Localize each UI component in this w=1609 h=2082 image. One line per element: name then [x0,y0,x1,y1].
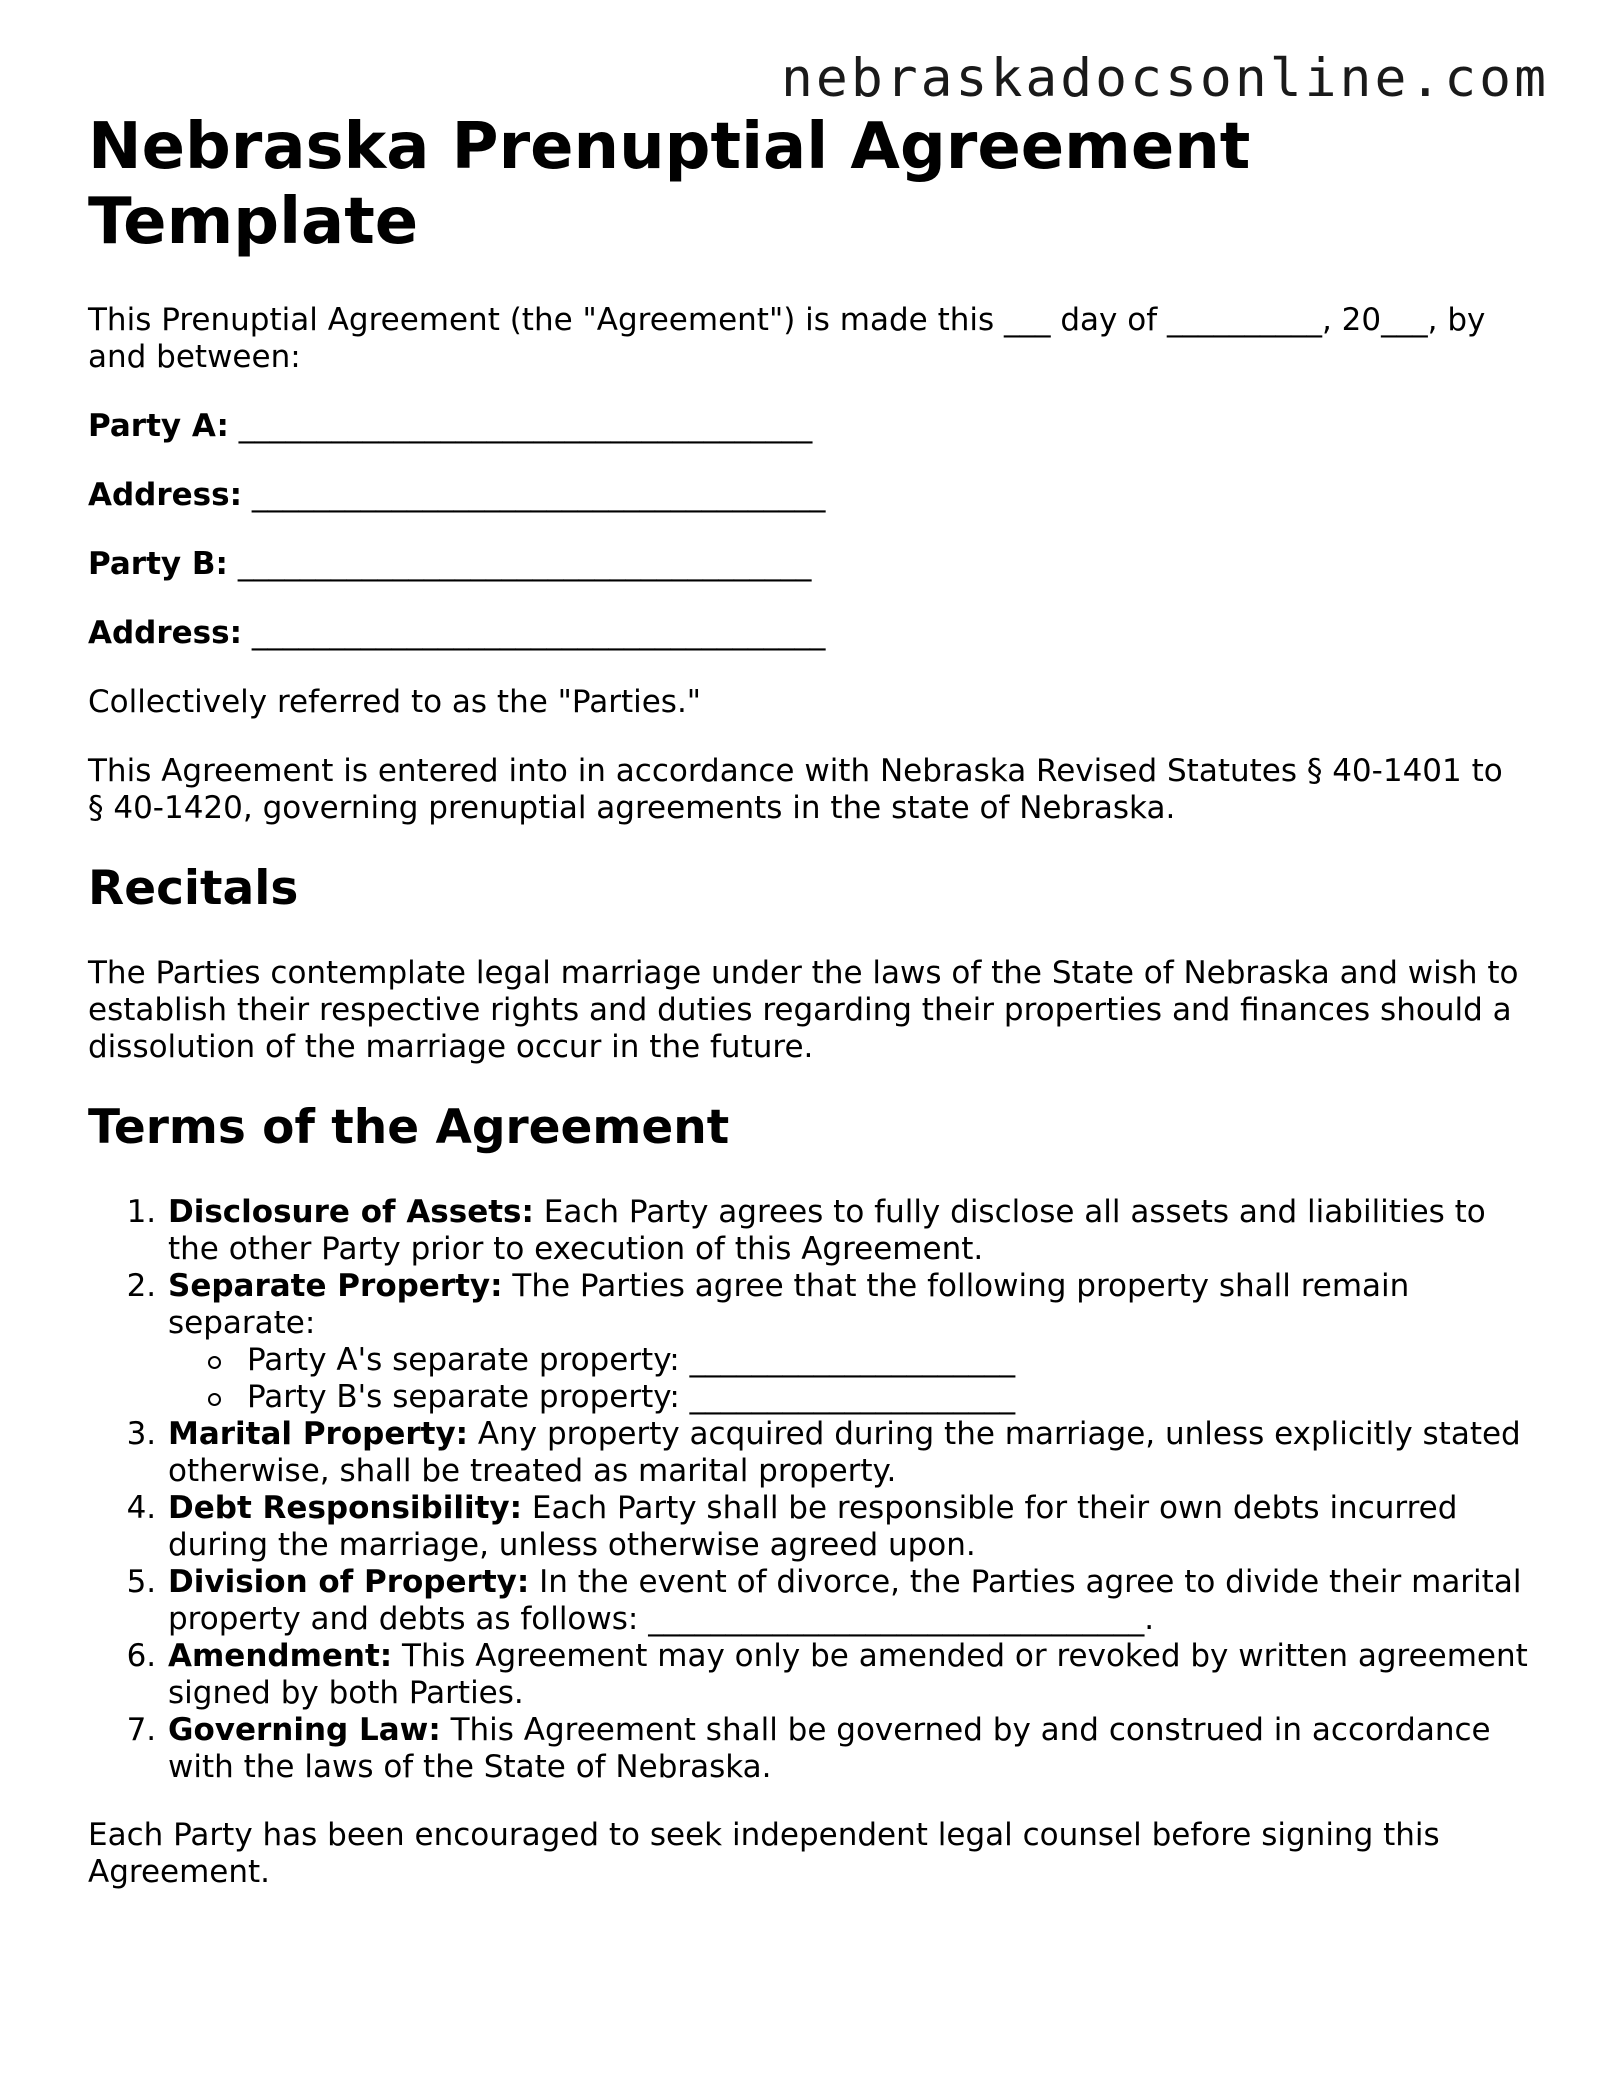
separate-property-list [168,1342,1528,1416]
site-watermark: nebraskadocsonline.com [781,48,1549,109]
term-text: The Parties agree that the following property shall remain separate: [168,1268,1410,1341]
list-item [166,1490,1528,1564]
term-title: Governing Law: [168,1712,441,1748]
party-b-field [88,546,1528,583]
list-item [166,1638,1528,1712]
statute-paragraph: This Agreement is entered into in accordance with Nebraska Revised Statutes § 40-1401 to § 40-1420, governing prenuptial agreements in the state of Nebraska. [88,753,1503,826]
list-item [166,1712,1528,1786]
closing-paragraph: Each Party has been encouraged to seek independent legal counsel before signing this Agreement. [88,1817,1440,1890]
list-item [166,1416,1528,1490]
sub-item-text: Party B's separate property: _____________________ [247,1379,1016,1415]
party-a-blank: _____________________________________ [238,408,813,444]
party-b-label: Party B: [88,546,228,582]
term-text: Any property acquired during the marriage, unless explicitly stated otherwise, shall be treated as marital property. [168,1416,1521,1489]
term-title: Division of Property: [168,1564,530,1600]
party-b-address-blank: _____________________________________ [251,615,826,651]
circle-bullet-icon [208,1356,221,1369]
list-item [166,1194,1528,1268]
term-text: Each Party agrees to fully disclose all assets and liabilities to the other Party prior to execution of this Agreement. [168,1194,1486,1267]
party-a-label: Party A: [88,408,229,444]
party-a-address-blank: _____________________________________ [251,477,826,513]
intro-paragraph: This Prenuptial Agreement (the "Agreement") is made this ___ day of __________, 20___, by and between: [88,302,1486,375]
list-item [166,1564,1528,1638]
circle-bullet-icon [208,1393,221,1406]
document-title: Nebraska Prenuptial Agreement Template [88,110,1251,259]
sub-item-text: Party A's separate property: _____________________ [247,1342,1016,1378]
party-a-address-field [88,477,1528,514]
term-title: Separate Property: [168,1268,503,1304]
term-text: In the event of divorce, the Parties agree to divide their marital property and debts as follows: ________________________________. [168,1564,1522,1637]
recitals-paragraph: The Parties contemplate legal marriage under the laws of the State of Nebraska and wish to establish their respective rights and duties regarding their properties and finances should a dissolution of the marriage occur in the future. [88,955,1519,1065]
term-title: Debt Responsibility: [168,1490,523,1526]
party-b-address-label: Address: [88,615,242,651]
party-b-blank: _____________________________________ [237,546,812,582]
document-page [88,110,1528,1923]
recitals-heading: Recitals [88,861,299,916]
party-a-field [88,408,1528,445]
term-text: This Agreement may only be amended or revoked by written agreement signed by both Parties. [168,1638,1528,1711]
sub-list-item [208,1342,1528,1379]
sub-list-item [208,1379,1528,1416]
term-title: Marital Property: [168,1416,469,1452]
collectively-paragraph: Collectively referred to as the "Parties." [88,684,702,720]
terms-heading: Terms of the Agreement [88,1100,730,1155]
party-a-address-label: Address: [88,477,242,513]
term-text: This Agreement shall be governed by and construed in accordance with the laws of the State of Nebraska. [168,1712,1491,1785]
list-item [166,1268,1528,1416]
term-text: Each Party shall be responsible for their own debts incurred during the marriage, unless otherwise agreed upon. [168,1490,1458,1563]
term-title: Disclosure of Assets: [168,1194,534,1230]
term-title: Amendment: [168,1638,393,1674]
party-b-address-field [88,615,1528,652]
terms-list [88,1194,1528,1786]
